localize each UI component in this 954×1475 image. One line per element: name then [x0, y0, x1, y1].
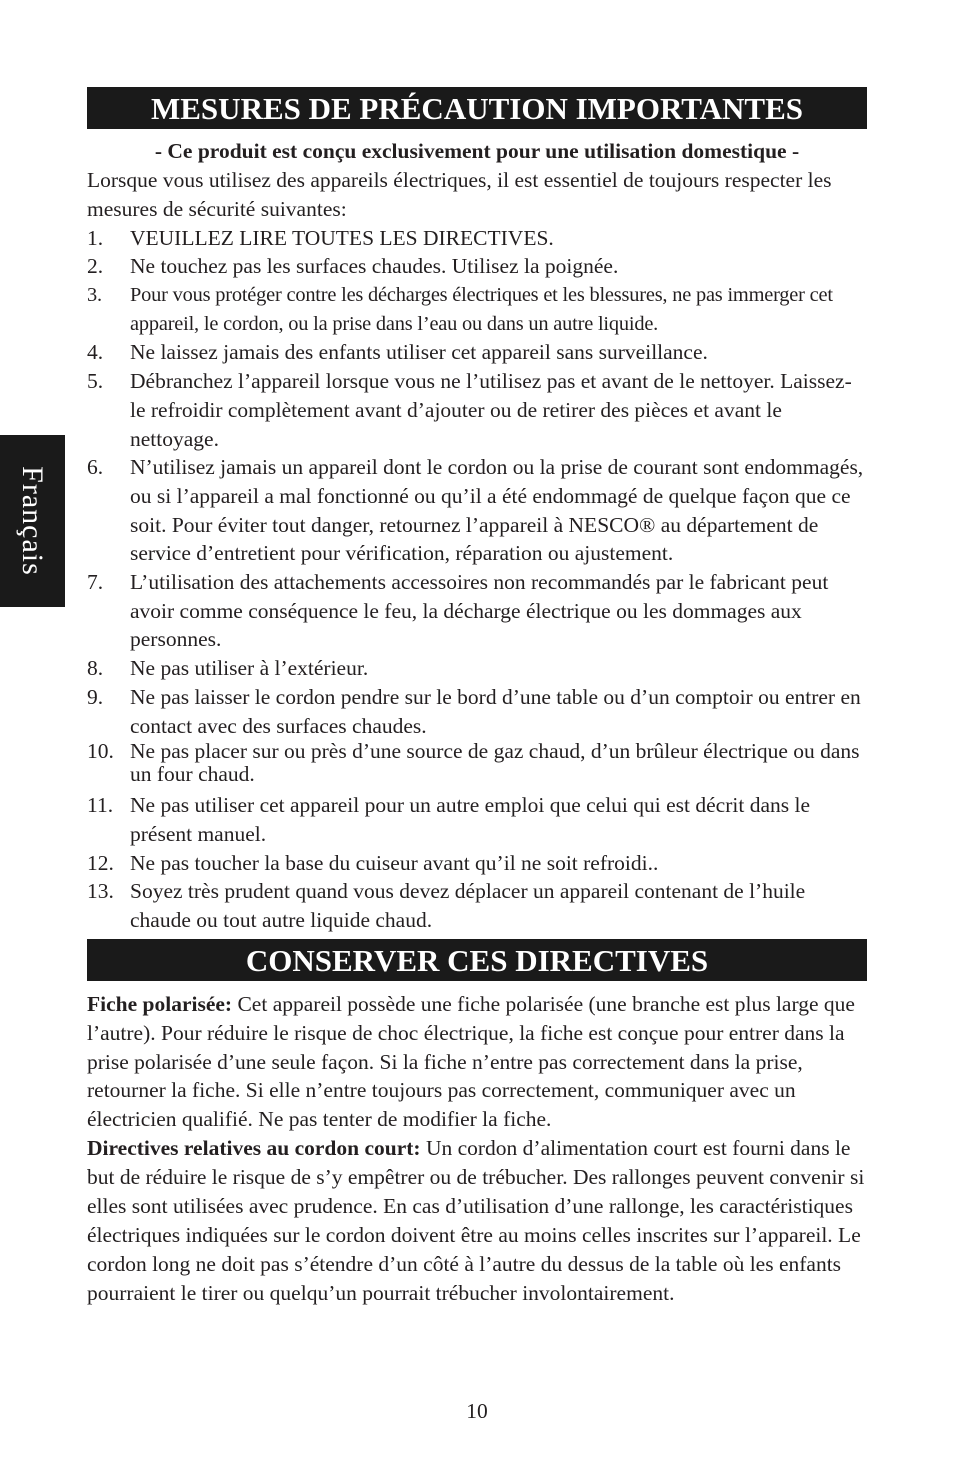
item-number: 10. [87, 739, 114, 764]
item-text: Ne pas laisser le cordon pendre sur le bord d’une table ou d’un comptoir ou entrer en contact avec des surfaces chaudes. [130, 684, 861, 738]
page-number: 10 [466, 1399, 488, 1423]
short-cord-paragraph [87, 1134, 867, 1307]
safety-item [87, 740, 867, 786]
item-text: Pour vous protéger contre les décharges électriques et les blessures, ne pas immerger cet appareil, le cordon, ou la prise dans l’eau ou dans un autre liquide. [130, 284, 833, 335]
intro-paragraph: Lorsque vous utilisez des appareils électriques, il est essentiel de toujours respecter les mesures de sécurité suivantes: [87, 168, 832, 221]
item-number: 11. [87, 793, 114, 818]
safety-item [87, 281, 867, 338]
polarized-plug-text: Cet appareil possède une fiche polarisée (une branche est plus large que l’autre). Pour réduire le risque de choc électrique, la fiche est conçue pour entrer dans la prise polarisée d’une seule façon. Si la fiche n’entre pas correctement dans la prise, retourner la fiche. Si elle n’entre toujours pas correctement, communiquer avec un électricien qualifié. Ne pas tenter de modifier la fiche. [87, 991, 855, 1132]
item-number: 7. [87, 570, 104, 595]
item-number: 2. [87, 254, 104, 279]
item-text: Ne pas utiliser à l’extérieur. [130, 656, 369, 681]
short-cord-text: Un cordon d’alimentation court est fourni dans le but de réduire le risque de s’y empêtrer ou de trébucher. Des rallonges peuvent convenir si elles sont utilisées avec prudence. En cas d’utilisation d’une rallonge, les caractéristiques électriques indiquées sur le cordon doivent être au moins celles inscrites sur l’appareil. Le cordon long ne doit pas s’étendre d’un côté à l’autre du dessus de la table où les enfants pourraient le tirer ou quelqu’un pourrait trébucher involontairement. [87, 1136, 865, 1305]
item-number: 8. [87, 656, 104, 681]
item-number: 13. [87, 879, 114, 904]
item-number: 4. [87, 340, 104, 365]
safety-item [87, 453, 867, 568]
item-text: Ne laissez jamais des enfants utiliser cet appareil sans surveillance. [130, 340, 708, 365]
item-text: Ne pas utiliser cet appareil pour un autre emploi que celui qui est décrit dans le présent manuel. [130, 793, 811, 846]
safety-item [87, 568, 867, 654]
item-number: 1. [87, 225, 104, 250]
item-text: L’utilisation des attachements accessoires non recommandés par le fabricant peut avoir comme conséquence le feu, la décharge électrique ou les dommages aux personnes. [130, 570, 829, 652]
item-text: Débranchez l’appareil lorsque vous ne l’utilisez pas et avant de le nettoyer. Laissez-le refroidir complètement avant d’ajouter ou de retirer des pièces et avant le nettoyage. [130, 369, 852, 451]
safety-item [87, 224, 867, 253]
item-text: N’utilisez jamais un appareil dont le cordon ou la prise de courant sont endommagés, ou si l’appareil a mal fonctionné ou qu’il a été endommagé de quelque façon que ce soit. Pour éviter tout danger, retournez l’appareil à NESCO® au département de service d’entretient pour vérification, réparation ou ajustement. [130, 455, 864, 566]
section-heading-save-instructions: CONSERVER CES DIRECTIVES [87, 939, 867, 981]
safety-item [87, 338, 867, 367]
item-number: 12. [87, 850, 114, 875]
safety-item [87, 683, 867, 740]
short-cord-label: Directives relatives au cordon court: [87, 1136, 421, 1161]
item-number: 3. [87, 284, 102, 306]
item-text: Ne pas placer sur ou près d’une source de gaz chaud, d’un brûleur électrique ou dans un four chaud. [130, 739, 860, 787]
safety-item [87, 654, 867, 683]
polarized-plug-paragraph [87, 990, 867, 1135]
item-text: Ne touchez pas les surfaces chaudes. Utilisez la poignée. [130, 254, 619, 279]
safety-item [87, 791, 867, 848]
safety-item [87, 367, 867, 453]
item-number: 6. [87, 455, 104, 480]
page-content [87, 87, 867, 1308]
section-heading-precautions: MESURES DE PRÉCAUTION IMPORTANTES [87, 87, 867, 129]
domestic-use-notice: - Ce produit est conçu exclusivement pour une utilisation domestique - [154, 139, 800, 163]
language-tab [0, 435, 65, 607]
safety-item [87, 849, 867, 878]
item-number: 9. [87, 684, 104, 709]
safety-item [87, 877, 867, 934]
item-text: Soyez très prudent quand vous devez déplacer un appareil contenant de l’huile chaude ou tout autre liquide chaud. [130, 879, 806, 933]
language-tab-label: Français [16, 466, 49, 576]
safety-item [87, 252, 867, 281]
safety-list [87, 224, 867, 935]
item-text: Ne pas toucher la base du cuiseur avant qu’il ne soit refroidi.. [130, 850, 659, 875]
item-text: VEUILLEZ LIRE TOUTES LES DIRECTIVES. [130, 225, 554, 250]
item-number: 5. [87, 369, 104, 394]
polarized-plug-label: Fiche polarisée: [87, 991, 233, 1016]
